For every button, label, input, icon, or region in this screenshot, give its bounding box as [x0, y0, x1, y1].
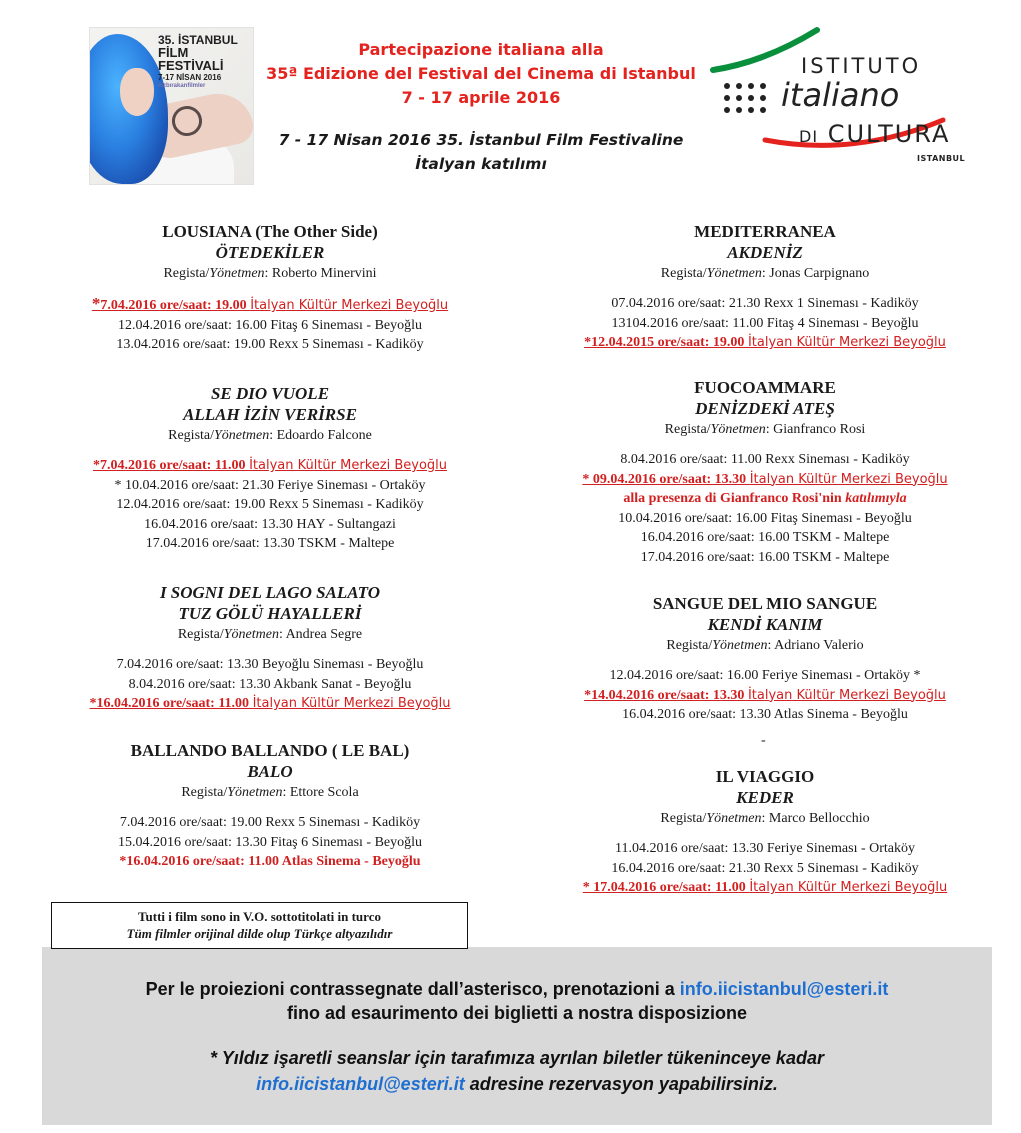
logo-italiano: italiano	[781, 76, 900, 114]
poster-dates: 7-17 NİSAN 2016	[158, 73, 222, 82]
film-block-il-viaggio	[565, 766, 965, 898]
director-name: : Ettore Scola	[282, 785, 359, 800]
screening-line: 8.04.2016 ore/saat: 13.30 Akbank Sanat - Beyoğlu	[128, 676, 412, 692]
director-label-tr: Yönetmen	[710, 422, 766, 437]
screening-line: 13104.2016 ore/saat: 11.00 Fitaş 4 Sineması - Beyoğlu	[611, 315, 919, 331]
screening-venue: İtalyan Kültür Merkezi Beyoğlu	[747, 335, 946, 350]
screening-line: 16.04.2016 ore/saat: 21.30 Rexx 5 Sineması - Kadiköy	[611, 860, 919, 876]
poster-title-line2: FİLM FESTİVALİ	[158, 45, 224, 73]
screening-date: *12.04.2015 ore/saat: 19.00	[584, 335, 748, 350]
director-label: Regista/	[660, 266, 707, 281]
logo-cultura: CULTURA	[827, 120, 951, 148]
logo-dots-grid	[724, 83, 766, 113]
film-title: LOUSIANA (The Other Side)	[162, 222, 378, 241]
film-title-tr: BALO	[247, 762, 293, 781]
film-director	[565, 635, 965, 656]
director-name: : Edoardo Falcone	[269, 428, 372, 443]
screening-line: * 10.04.2016 ore/saat: 21.30 Feriye Sineması - Ortaköy	[114, 477, 426, 493]
director-label-tr: Yönetmen	[712, 638, 768, 653]
director-name: : Jonas Carpignano	[761, 266, 870, 281]
screening-line: 12.04.2016 ore/saat: 19.00 Rexx 5 Sineması - Kadiköy	[116, 497, 424, 512]
header-tr-line1: 7 - 17 Nisan 2016 35. İstanbul Film Festivaline	[278, 131, 684, 149]
director-label-tr: Yönetmen	[706, 811, 762, 826]
screening-line: 16.04.2016 ore/saat: 13.30 HAY - Sultangazi	[144, 516, 396, 532]
reservation-text-tr: * Yıldız işaretli seanslar için tarafımıza ayrılan biletler tükeninceye kadar	[210, 1048, 824, 1068]
director-label: Regista/	[666, 638, 713, 653]
film-director	[565, 419, 965, 440]
film-title: MEDITERRANEA	[694, 222, 836, 241]
director-label-tr: Yönetmen	[227, 785, 283, 800]
film-title-tr: KEDER	[736, 788, 794, 807]
screening-line: 10.04.2016 ore/saat: 16.00 Fitaş Sineması - Beyoğlu	[618, 510, 912, 526]
film-director	[70, 624, 470, 645]
film-title: SE DIO VUOLE	[210, 384, 330, 403]
director-name: : Gianfranco Rosi	[765, 422, 866, 437]
film-director	[70, 425, 470, 446]
director-label: Regista/	[177, 627, 224, 642]
screening-date: *16.04.2016 ore/saat: 11.00	[89, 696, 253, 711]
film-title: BALLANDO BALLANDO ( LE BAL)	[130, 741, 410, 760]
film-block-i-sogni-del-lago-salato	[70, 582, 470, 714]
poster-face	[120, 68, 154, 116]
director-label: Regista/	[168, 428, 215, 443]
reservation-text-tr-2: adresine rezervasyon yapabilirsiniz.	[464, 1074, 778, 1094]
screening-line: 17.04.2016 ore/saat: 13.30 TSKM - Maltepe	[145, 536, 395, 551]
screening-line: 15.04.2016 ore/saat: 13.30 Fitaş 6 Sineması - Beyoğlu	[117, 834, 423, 850]
reservation-text-it-2: fino ad esaurimento dei biglietti a nostra disposizione	[286, 1003, 748, 1023]
header-italian	[266, 38, 696, 110]
reservation-info-box	[42, 947, 992, 1125]
screening-line: 16.04.2016 ore/saat: 16.00 TSKM - Maltepe	[640, 530, 890, 545]
film-title-tr: KENDİ KANIM	[707, 615, 823, 634]
screening-line: 7.04.2016 ore/saat: 19.00 Rexx 5 Sineması - Kadiköy	[119, 815, 421, 830]
poster-hashtag: #izbırakanfilmler	[158, 83, 206, 89]
film-title: SANGUE DEL MIO SANGUE	[652, 594, 878, 613]
header-turkish	[266, 128, 696, 176]
film-director	[70, 263, 470, 284]
screening-venue: İtalyan Kültür Merkezi Beyoğlu	[749, 471, 948, 487]
logo-istituto: ISTITUTO	[801, 54, 922, 78]
director-name: : Roberto Minervini	[264, 266, 377, 281]
subtitles-note-it: Tutti i film sono in V.O. sottotitolati in turco	[138, 909, 381, 924]
screening-highlight: *16.04.2016 ore/saat: 11.00 Atlas Sinema - Beyoğlu	[119, 854, 421, 869]
screening-line: 12.04.2016 ore/saat: 16.00 Feriye Sineması - Ortaköy *	[609, 668, 921, 683]
film-director	[565, 808, 965, 829]
istituto-italiano-logo	[705, 22, 966, 172]
director-label: Regista/	[664, 422, 711, 437]
logo-di-cultura	[799, 120, 950, 148]
screening-note-tr: katılımıyla	[845, 491, 907, 506]
screening-note	[565, 489, 965, 509]
film-block-fuocoammare	[565, 377, 965, 567]
film-title-tr: TUZ GÖLÜ HAYALLERİ	[178, 604, 362, 623]
screening-date: * 09.04.2016 ore/saat: 13.30	[582, 471, 750, 487]
film-block-mediterranea	[565, 221, 965, 353]
subtitles-note-box	[51, 902, 468, 949]
film-title-tr: ALLAH İZİN VERİRSE	[183, 405, 357, 424]
film-title: I SOGNI DEL LAGO SALATO	[159, 583, 381, 602]
screening-line: 12.04.2016 ore/saat: 16.00 Fitaş 6 Sineması - Beyoğlu	[117, 317, 423, 333]
separator-dash: -	[761, 733, 766, 748]
screening-line: 8.04.2016 ore/saat: 11.00 Rexx Sineması - Kadiköy	[620, 452, 910, 467]
logo-di: DI	[799, 127, 819, 146]
screening-venue: İtalyan Kültür Merkezi Beyoğlu	[249, 458, 448, 473]
film-director	[565, 263, 965, 284]
header-it-line3: 7 - 17 aprile 2016	[401, 88, 561, 107]
director-label-tr: Yönetmen	[706, 266, 762, 281]
reservation-text-it: Per le proiezioni contrassegnate dall’asterisco, prenotazioni a	[145, 979, 680, 999]
header-tr-line2: İtalyan katılımı	[415, 155, 547, 173]
film-title: FUOCOAMMARE	[694, 378, 836, 397]
film-block-se-dio-vuole	[70, 383, 470, 554]
screening-line: 07.04.2016 ore/saat: 21.30 Rexx 1 Sineması - Kadiköy	[611, 296, 919, 311]
director-name: : Marco Bellocchio	[761, 811, 870, 826]
film-title-tr: ÖTEDEKİLER	[215, 243, 325, 262]
director-name: : Adriano Valerio	[767, 638, 864, 653]
film-block-ballando-ballando	[70, 740, 470, 872]
screening-venue: İtalyan Kültür Merkezi Beyoğlu	[749, 880, 948, 895]
film-block-lousiana	[70, 221, 470, 355]
director-name: : Andrea Segre	[278, 627, 363, 642]
director-label: Regista/	[181, 785, 228, 800]
poster-title-line1: 35. İSTANBUL	[158, 33, 238, 47]
screening-highlight	[565, 686, 965, 706]
film-block-sangue-del-mio-sangue	[565, 593, 965, 725]
reservation-info-italian	[42, 977, 992, 1025]
screening-date: *7.04.2016 ore/saat: 11.00	[92, 458, 250, 473]
film-director	[70, 782, 470, 803]
screening-date: * 17.04.2016 ore/saat: 11.00	[582, 880, 750, 895]
screening-highlight	[565, 470, 965, 490]
email-link[interactable]: info.iicistanbul@esteri.it	[679, 979, 889, 999]
email-link-tr[interactable]: info.iicistanbul@esteri.it	[256, 1074, 465, 1094]
subtitles-note-tr: Tüm filmler orijinal dilde olup Türkçe altyazılıdır	[126, 926, 393, 941]
screening-highlight	[70, 694, 470, 714]
screening-note-it: alla presenza di Gianfranco Rosi'nin	[623, 491, 846, 506]
header-it-line1: Partecipazione italiana alla	[358, 40, 604, 59]
film-title-tr: DENİZDEKİ ATEŞ	[695, 399, 835, 418]
screening-venue: İtalyan Kültür Merkezi Beyoğlu	[747, 687, 946, 703]
header-it-line2: 35ª Edizione del Festival del Cinema di Istanbul	[266, 64, 696, 83]
director-label: Regista/	[163, 266, 210, 281]
screening-highlight	[565, 878, 965, 898]
director-label: Regista/	[660, 811, 707, 826]
screening-line: 17.04.2016 ore/saat: 16.00 TSKM - Maltepe	[640, 549, 890, 565]
screening-line: 13.04.2016 ore/saat: 19.00 Rexx 5 Sineması - Kadiköy	[116, 337, 424, 352]
screening-venue: İtalyan Kültür Merkezi Beyoğlu	[250, 298, 449, 313]
screening-line: 16.04.2016 ore/saat: 13.30 Atlas Sinema - Beyoğlu	[622, 707, 908, 722]
screening-line: 11.04.2016 ore/saat: 13.30 Feriye Sineması - Ortaköy	[614, 841, 916, 856]
screening-venue: İtalyan Kültür Merkezi Beyoğlu	[252, 696, 451, 711]
director-label-tr: Yönetmen	[209, 266, 265, 281]
director-label-tr: Yönetmen	[214, 428, 270, 443]
film-title: IL VIAGGIO	[715, 767, 815, 786]
screening-date: 7.04.2016 ore/saat: 19.00	[100, 298, 251, 313]
screening-line: 7.04.2016 ore/saat: 13.30 Beyoğlu Sineması - Beyoğlu	[116, 657, 424, 672]
director-label-tr: Yönetmen	[223, 627, 279, 642]
screening-highlight	[565, 333, 965, 353]
festival-poster-image	[89, 27, 254, 185]
screening-date: *14.04.2016 ore/saat: 13.30	[584, 687, 748, 703]
logo-istanbul: ISTANBUL	[917, 154, 966, 163]
screening-highlight	[70, 456, 470, 476]
reservation-info-turkish	[42, 1045, 992, 1097]
poster-title	[158, 34, 253, 89]
asterisk-mark: *	[91, 294, 101, 313]
film-title-tr: AKDENİZ	[727, 243, 803, 262]
screening-highlight	[70, 294, 470, 316]
